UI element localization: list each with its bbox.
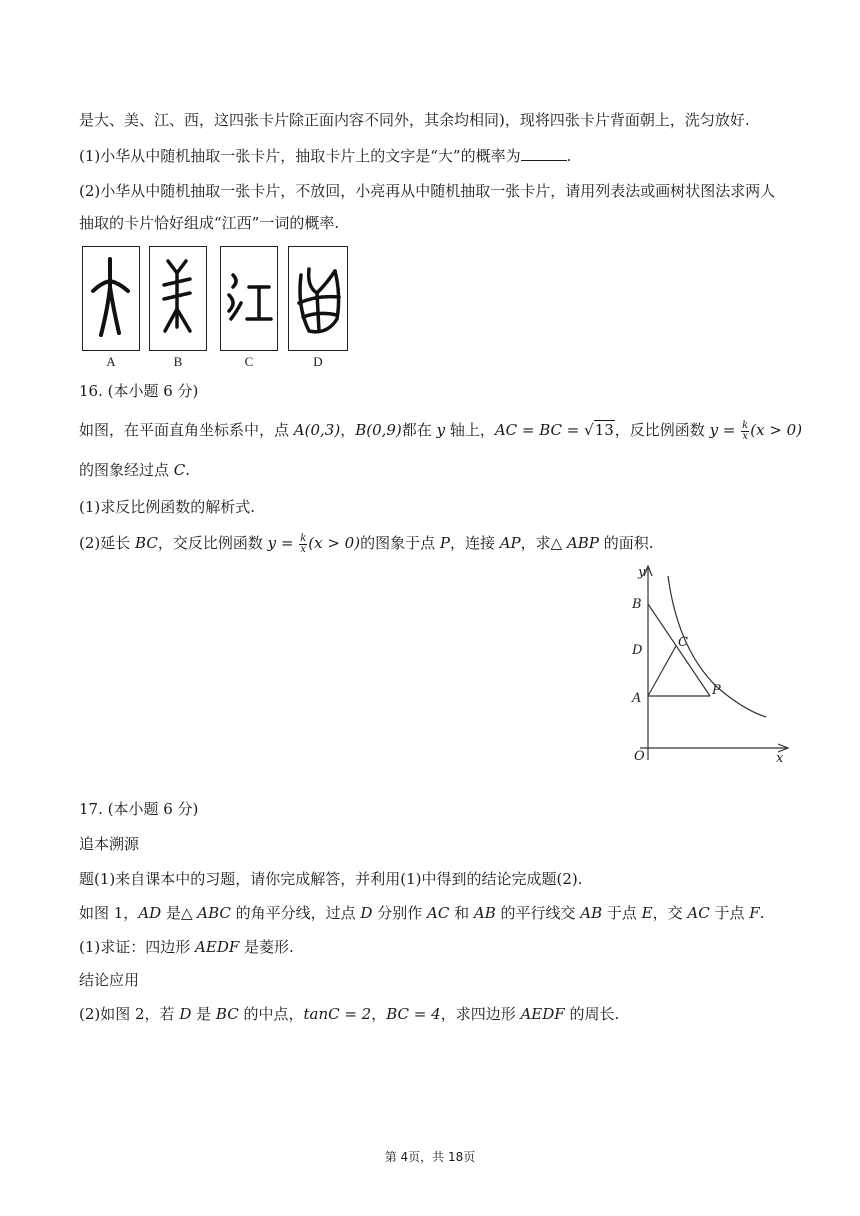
q15-intro-line: 是大、美、江、西，这四张卡片除正面内容不同外，其余均相同)，现将四张卡片背面朝上，洗匀放好. <box>79 111 750 129</box>
card-figure <box>80 246 342 370</box>
page-footer: 第 4页，共 18页 <box>384 1150 476 1164</box>
label-o: O <box>634 749 645 764</box>
q17-header: 17. (本小题 6 分) <box>79 800 199 818</box>
q17-part2: (2)如图 2，若 D 是 BC 的中点，tanC = 2，BC = 4，求四边形 AEDF 的周长. <box>79 1005 620 1023</box>
q16-part1: (1)求反比例函数的解析式. <box>79 498 256 516</box>
q17-section-application: 结论应用 <box>79 971 140 989</box>
q17-intro: 题(1)来自课本中的习题，请你完成解答，并利用(1)中得到的结论完成题(2). <box>79 870 583 888</box>
label-a: A <box>632 691 642 706</box>
card-c <box>220 246 278 351</box>
card-d <box>288 246 348 351</box>
fraction-k-over-x: $\frac{k}{x}$ <box>742 419 749 442</box>
label-c: C <box>678 635 688 650</box>
label-x: x <box>776 751 784 766</box>
label-y: y <box>638 565 646 580</box>
fraction-k-over-x: $\frac{k}{x}$ <box>300 532 307 555</box>
q17-part1: (1)求证：四边形 AEDF 是菱形. <box>79 938 294 956</box>
ancient-mei-glyph-icon <box>150 247 205 349</box>
card-label-d: D <box>313 354 323 369</box>
card-label-b: B <box>173 354 183 369</box>
ancient-da-glyph-icon <box>83 247 138 349</box>
q17-section-origin: 追本溯源 <box>79 835 140 853</box>
ancient-xi-glyph-icon <box>289 247 346 349</box>
card-a <box>82 246 140 351</box>
q17-figure1-statement: 如图 1，AD 是△ ABC 的角平分线，过点 D 分别作 AC 和 AB 的平行线交 AB 于点 E，交 AC 于点 F. <box>79 904 765 922</box>
coordinate-figure-svg <box>618 560 798 770</box>
label-p: P <box>712 683 721 698</box>
card-b <box>149 246 207 351</box>
q16-statement-line1: 如图，在平面直角坐标系中，点 A(0,3)，B(0,9)都在 y 轴上，AC = BC = √13，反比例函数 y = $\frac{k}{x}$ (x > 0) <box>79 419 803 442</box>
q15-part2-line1: (2)小华从中随机抽取一张卡片，不放回，小亮再从中随机抽取一张卡片，请用列表法或画树状图法求两人 <box>79 182 776 200</box>
answer-blank <box>521 146 567 161</box>
ancient-jiang-glyph-icon <box>221 247 276 349</box>
q16-statement-line2: 的图象经过点 C. <box>79 461 191 479</box>
q15-part1: (1)小华从中随机抽取一张卡片，抽取卡片上的文字是“大”的概率为 . <box>79 147 572 165</box>
sqrt-expression: √13 <box>584 421 614 439</box>
label-d: D <box>632 643 643 658</box>
q15-part2-line2: 抽取的卡片恰好组成“江西”一词的概率. <box>79 214 340 232</box>
q16-part2: (2)延长 BC，交反比例函数 y = $\frac{k}{x}$ (x > 0)的图象于点 P，连接 AP，求△ ABP 的面积. <box>79 532 654 555</box>
card-label-c: C <box>244 354 254 369</box>
segment-ac <box>648 646 676 696</box>
card-label-a: A <box>106 354 116 369</box>
q16-header: 16. (本小题 6 分) <box>79 382 199 400</box>
label-b: B <box>632 597 642 612</box>
coordinate-figure <box>618 560 798 770</box>
segment-bp <box>648 604 710 696</box>
